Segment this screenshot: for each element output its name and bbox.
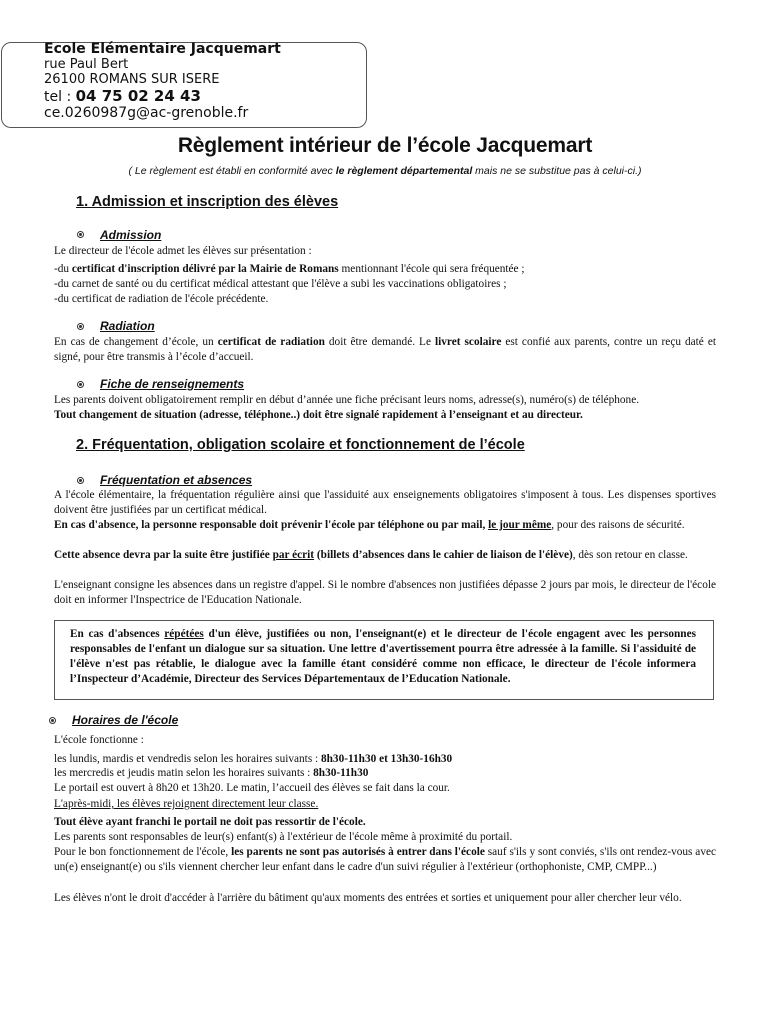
school-phone [44, 88, 201, 105]
phone-number: 04 75 02 24 43 [75, 87, 201, 105]
school-street: rue Paul Bert [44, 57, 129, 72]
para3-end: , dès son retour en classe. [572, 549, 688, 561]
page-title: Règlement intérieur de l’école Jacquemart [177, 134, 593, 157]
school-name: Ecole Elémentaire Jacquemart [44, 41, 281, 57]
horaires-line-3-text: les mercredis et jeudis matin selon les horaires suivants : [54, 767, 314, 779]
radiation-bold-1: certificat de radiation [217, 336, 325, 348]
radiation-bold-2: livret scolaire [435, 336, 502, 348]
horaires-p8-end: sauf s'ils y sont conviés, s'ils ont rendez-vous avec un(e) enseignant(e) ou s'ils viennent chercher leur enfant dans le cadre d'un suivi régulier à l'extérieur (orthophoniste, CMP, CMPP...) [54, 846, 716, 873]
section-heading-admission: 1. Admission et inscription des élèves [76, 194, 339, 210]
fiche-line-2: Tout changement de situation (adresse, téléphone..) doit être signalé rapidement à l’enseignant et au directeur. [54, 409, 583, 421]
bullet-icon [77, 323, 84, 330]
frequentation-paragraph-3 [54, 548, 716, 563]
subheading-frequentation: Fréquentation et absences [100, 473, 253, 487]
admission-line-2-prefix: -du [54, 263, 72, 275]
admission-line-2-bold: certificat d'inscription délivré par la Mairie de Romans [71, 263, 339, 275]
fiche-line-1: Les parents doivent obligatoirement remplir en début d’année une fiche précisant leurs noms, adresse(s), numéro(s) de téléphone. [54, 394, 640, 406]
bullet-icon [77, 381, 84, 388]
frequentation-paragraph-4: L'enseignant consigne les absences dans un registre d'appel. Si le nombre d'absences non justifiées dépasse 2 jours par mois, le directeur de l'école doit en informer l'Inspectrice de l'Education Nationale. [54, 579, 716, 606]
notice-underline: répétées [164, 628, 204, 640]
notice-text-end: d'un élève, justifiées ou non, l'enseignant(e) et le directeur de l'école engagent avec les personnes responsables de l'enfant un dialogue sur sa situation. Une lettre d'avertissement pourra être adressée à la famille. Si l'assiduité de l'élève n'est pas rétablie, le dialogue avec la famille étant considéré comme non efficace, le directeur de l'école informera l’Inspecteur d’Académie, Directeur des Services Départementaux de l’Education Nationale. [70, 628, 696, 685]
horaires-line-3-bold: 8h30-11h30 [313, 767, 369, 779]
horaires-line-3 [54, 766, 716, 781]
bullet-icon [77, 231, 84, 238]
radiation-text-3: est confié aux parents, contre un reçu daté et signé, pour être transmis à l’école d’accueil. [54, 336, 716, 363]
admission-line-2-suffix: mentionnant l'école qui sera fréquentée ; [338, 263, 525, 275]
subheading-fiche: Fiche de renseignements [100, 377, 245, 391]
frequentation-paragraph-2 [54, 518, 716, 533]
admission-line-1: Le directeur de l'école admet les élèves sur présentation : [54, 245, 312, 257]
absence-notice-text [70, 627, 696, 687]
para2-bold: En cas d'absence, la personne responsable doit prévenir l'école par téléphone ou par mail, [54, 519, 489, 531]
subtitle-text-end: mais ne se substitue pas à celui-ci.) [472, 165, 642, 177]
horaires-line-2 [54, 752, 716, 767]
admission-line-2 [54, 262, 716, 277]
horaires-line-6: Tout élève ayant franchi le portail ne doit pas ressortir de l'école. [54, 816, 366, 828]
notice-text-start: En cas d'absences [70, 628, 165, 640]
horaires-line-5: L'après-midi, les élèves rejoignent directement leur classe. [54, 798, 319, 810]
subheading-radiation: Radiation [100, 319, 155, 333]
page-subtitle [0, 165, 770, 177]
school-city: 26100 ROMANS SUR ISERE [44, 72, 220, 87]
subtitle-bold: le règlement départemental [335, 165, 473, 177]
para3-bold-2: (billets d’absences dans le cahier de liaison de l'élève) [314, 549, 573, 561]
admission-line-4: -du certificat de radiation de l'école précédente. [54, 293, 269, 305]
section-heading-frequentation: 2. Fréquentation, obligation scolaire et fonctionnement de l’école [76, 437, 525, 453]
subheading-horaires: Horaires de l'école [72, 713, 179, 727]
radiation-text-1: En cas de changement d’école, un [54, 336, 218, 348]
horaires-p8-bold: les parents ne sont pas autorisés à entrer dans l'école [231, 846, 485, 858]
horaires-paragraph-8 [54, 845, 716, 875]
bullet-icon [77, 477, 84, 484]
phone-label: tel : [44, 89, 72, 105]
horaires-line-7: Les parents sont responsables de leur(s) enfant(s) à l'extérieur de l'école même à proximité du portail. [54, 831, 513, 843]
radiation-paragraph [54, 335, 716, 365]
subheading-admission: Admission [100, 228, 162, 242]
admission-line-3: -du carnet de santé ou du certificat médical attestant que l'élève a subi les vaccinations obligatoires ; [54, 278, 507, 290]
school-email: ce.0260987g@ac-grenoble.fr [44, 105, 249, 121]
horaires-p8-text: Pour le bon fonctionnement de l'école, [54, 846, 232, 858]
horaires-line-1: L'école fonctionne : [54, 734, 144, 746]
para3-bold: Cette absence devra par la suite être justifiée [54, 549, 273, 561]
para2-underline: le jour même [488, 519, 552, 531]
bullet-icon [49, 717, 56, 724]
subtitle-text: ( Le règlement est établi en conformité avec [128, 165, 336, 177]
horaires-line-4: Le portail est ouvert à 8h20 et 13h20. Le matin, l’accueil des élèves se fait dans la cour. [54, 782, 450, 794]
horaires-line-2-bold: 8h30-11h30 et 13h30-16h30 [321, 753, 453, 765]
radiation-text-2: doit être demandé. Le [324, 336, 435, 348]
horaires-paragraph-9: Les élèves n'ont le droit d'accéder à l'arrière du bâtiment qu'aux moments des entrées et sorties et uniquement pour aller chercher leur vélo. [54, 892, 682, 904]
horaires-line-2-text: les lundis, mardis et vendredis selon les horaires suivants : [54, 753, 321, 765]
para3-underline: par écrit [272, 549, 315, 561]
para2-end: , pour des raisons de sécurité. [551, 519, 685, 531]
frequentation-paragraph-1: A l'école élémentaire, la fréquentation régulière ainsi que l'assiduité aux enseignements obligatoires s'imposent à tous. Les dispenses sportives doivent être justifiées par un certificat médical. [54, 489, 716, 516]
